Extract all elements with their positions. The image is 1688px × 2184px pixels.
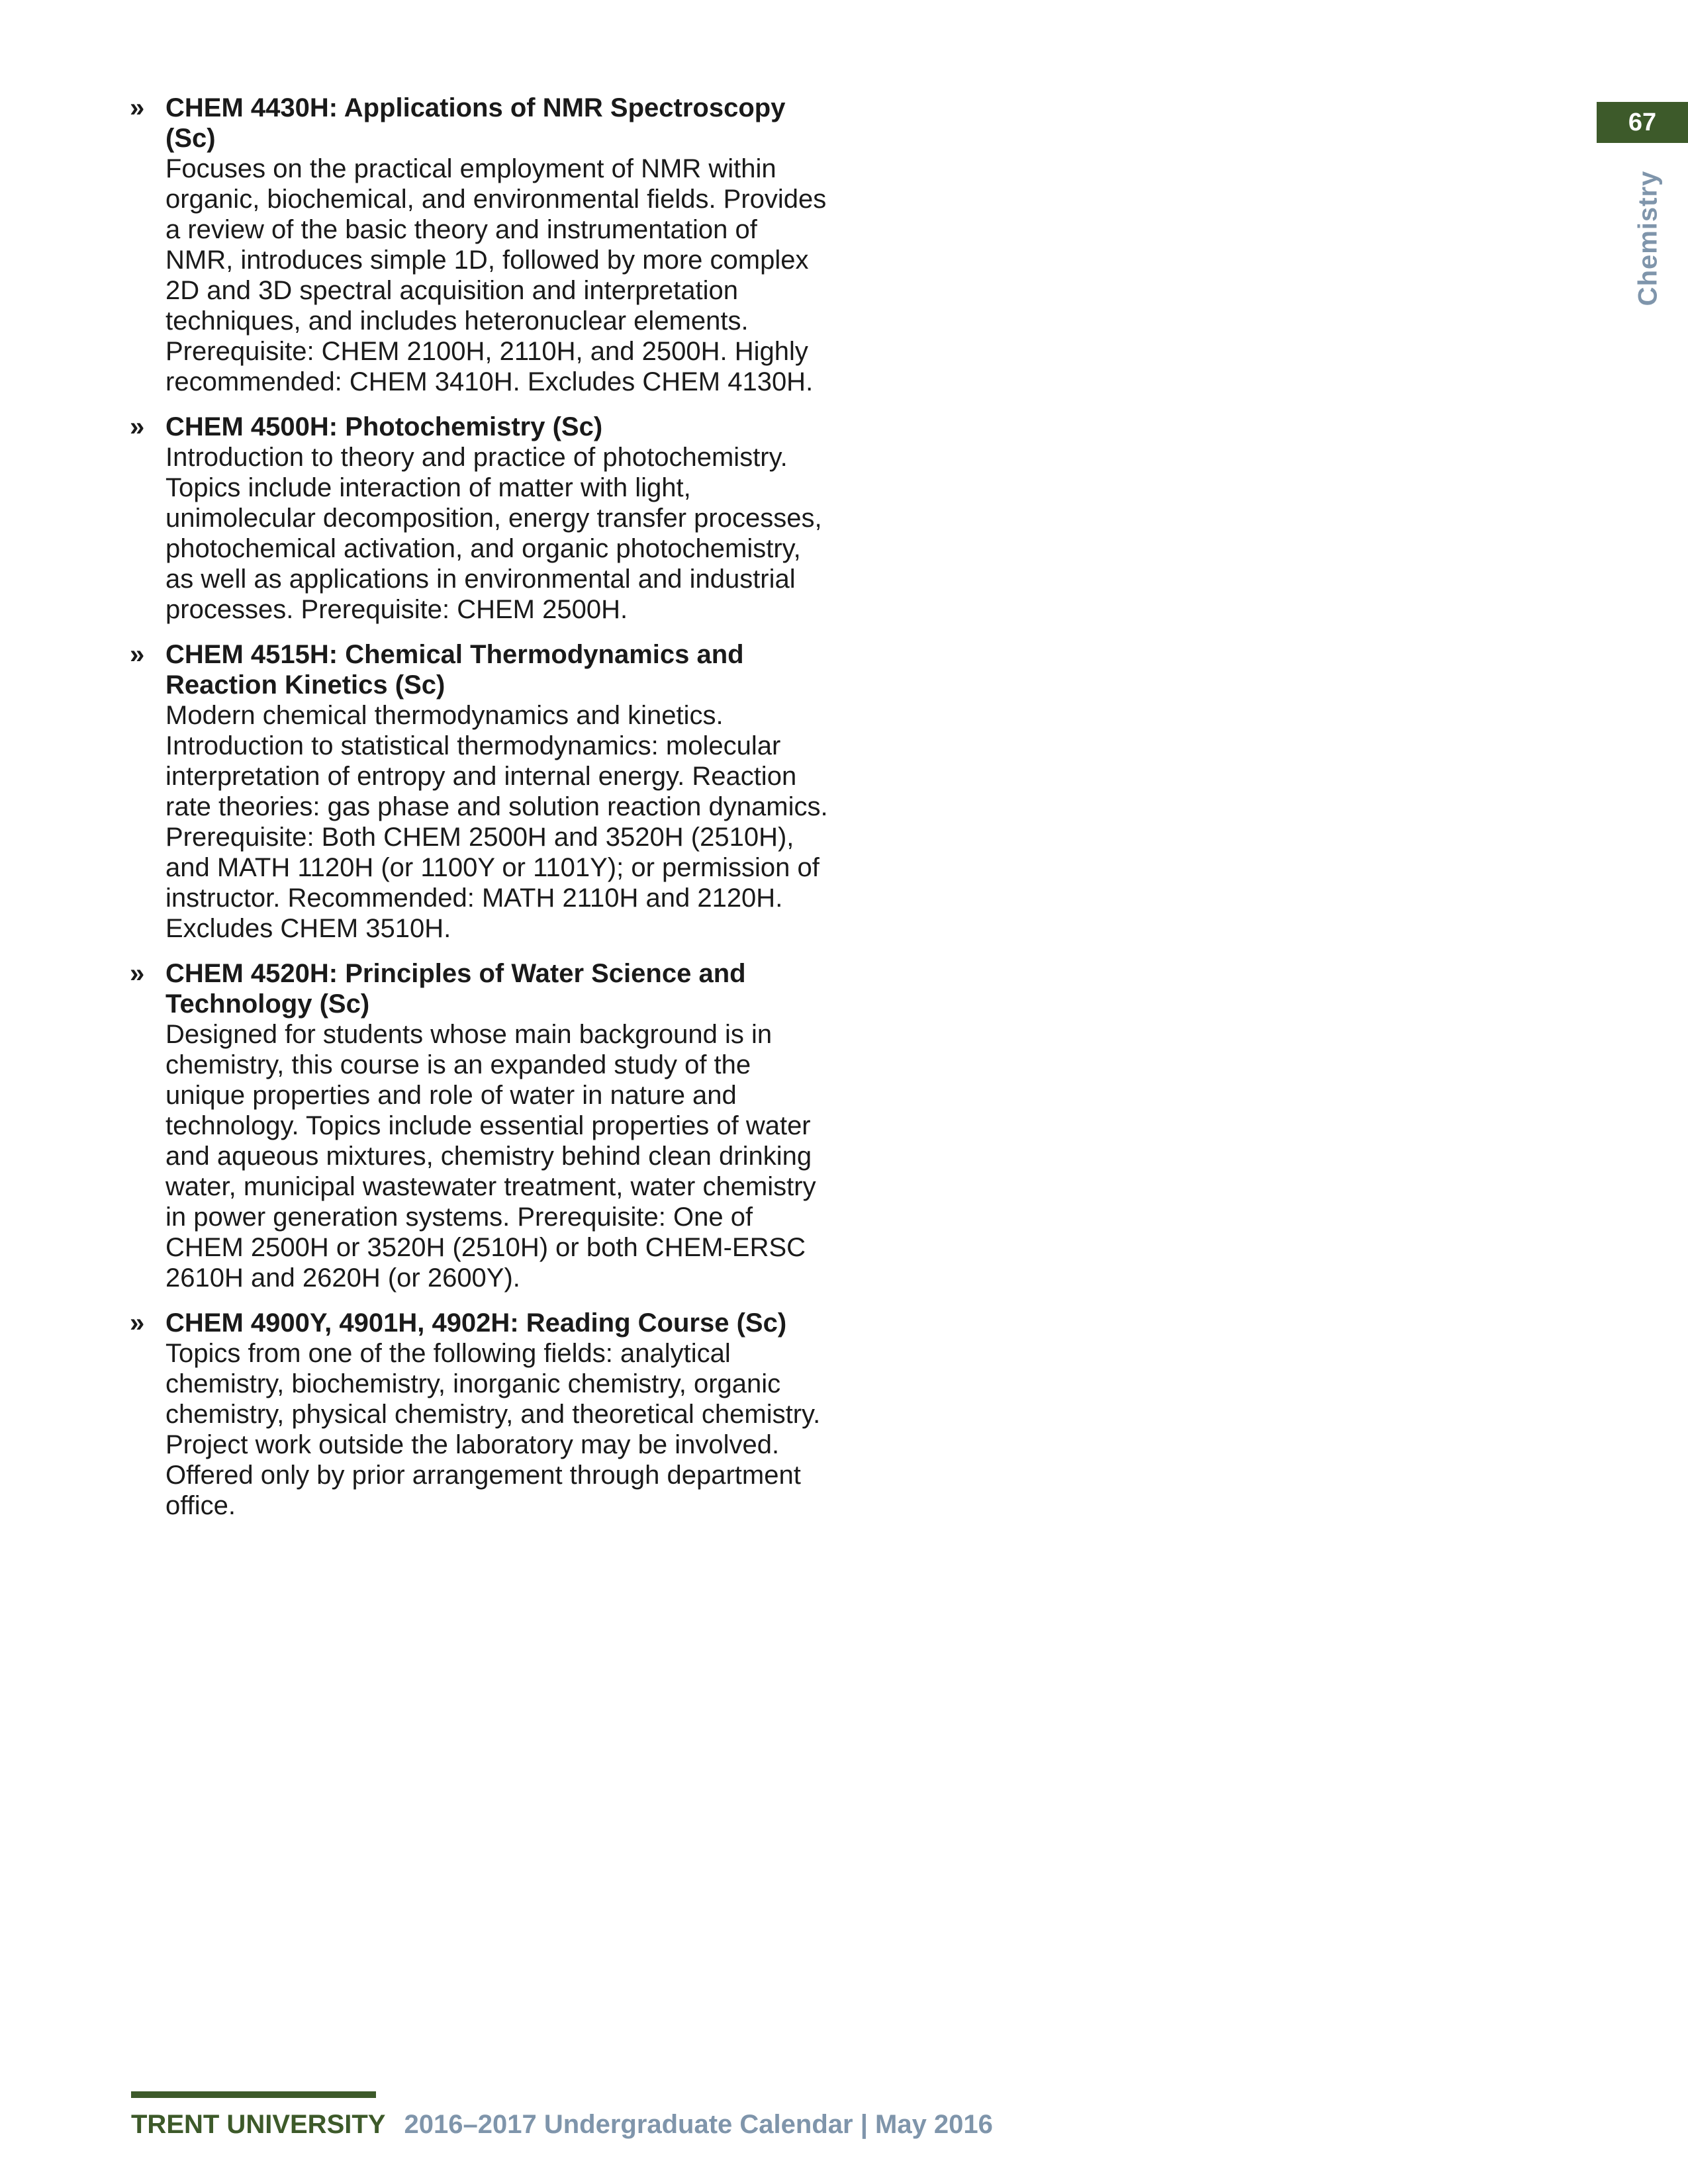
course-title: CHEM 4520H: Principles of Water Science and Technology (Sc): [165, 959, 746, 1019]
section-label-text: Chemistry: [1633, 170, 1663, 306]
course-description: Designed for students whose main background is in chemistry, this course is an expanded study of the unique properties and role of water in nature and technology. Topics include essential properties of water and aqueous mixtures, chemistry behind clean drinking water, municipal wastewater treatment, water chemistry in power generation systems. Prerequisite: One of CHEM 2500H or 3520H (2510H) or both CHEM-ERSC 2610H and 2620H (or 2600Y).: [165, 1020, 816, 1293]
course-description: Introduction to theory and practice of photochemistry. Topics include interaction of matter with light, unimolecular decomposition, energy transfer processes, photochemical activation, and organic photochemistry, as well as applications in environmental and industrial processes. Prerequisite: CHEM 2500H.: [165, 443, 822, 624]
footer-calendar: 2016–2017 Undergraduate Calendar | May 2016: [404, 2110, 993, 2139]
footer: [131, 2110, 993, 2140]
course-description: Modern chemical thermodynamics and kinetics. Introduction to statistical thermodynamics: molecular interpretation of entropy and internal energy. Reaction rate theories: gas phase and solution reaction dynamics. Prerequisite: Both CHEM 2500H and 3520H (2510H), and MATH 1120H (or 1100Y or 1101Y); or permission of instructor. Recommended: MATH 2110H and 2120H. Excludes CHEM 3510H.: [165, 701, 828, 943]
course-title: CHEM 4900Y, 4901H, 4902H: Reading Course (Sc): [165, 1308, 787, 1338]
course-title: CHEM 4430H: Applications of NMR Spectroscopy (Sc): [165, 93, 786, 153]
course-title: CHEM 4515H: Chemical Thermodynamics and Reaction Kinetics (Sc): [165, 640, 744, 700]
course-list: [130, 93, 831, 1535]
course-title: CHEM 4500H: Photochemistry (Sc): [165, 412, 603, 441]
bullet-glyph: »: [130, 93, 145, 122]
section-label: [1628, 172, 1668, 304]
course-entry: [130, 958, 831, 1293]
bullet-glyph: »: [130, 959, 145, 988]
bullet-glyph: »: [130, 412, 145, 441]
bullet-glyph: »: [130, 1308, 145, 1338]
course-entry: [130, 1308, 831, 1521]
page-number: 67: [1597, 102, 1688, 143]
footer-university: TRENT UNIVERSITY: [131, 2110, 386, 2139]
footer-rule: [131, 2091, 376, 2098]
course-entry: [130, 412, 831, 625]
bullet-glyph: »: [130, 640, 145, 669]
course-description: Topics from one of the following fields: analytical chemistry, biochemistry, inorganic chemistry, organic chemistry, physical chemistry, and theoretical chemistry. Project work outside the laboratory may be involved. Offered only by prior arrangement through department office.: [165, 1339, 821, 1520]
course-entry: [130, 639, 831, 944]
course-entry: [130, 93, 831, 397]
course-description: Focuses on the practical employment of NMR within organic, biochemical, and environmental fields. Provides a review of the basic theory and instrumentation of NMR, introduces simple 1D, followed by more complex 2D and 3D spectral acquisition and interpretation techniques, and includes heteronuclear elements. Prerequisite: CHEM 2100H, 2110H, and 2500H. Highly recommended: CHEM 3410H. Excludes CHEM 4130H.: [165, 154, 827, 396]
